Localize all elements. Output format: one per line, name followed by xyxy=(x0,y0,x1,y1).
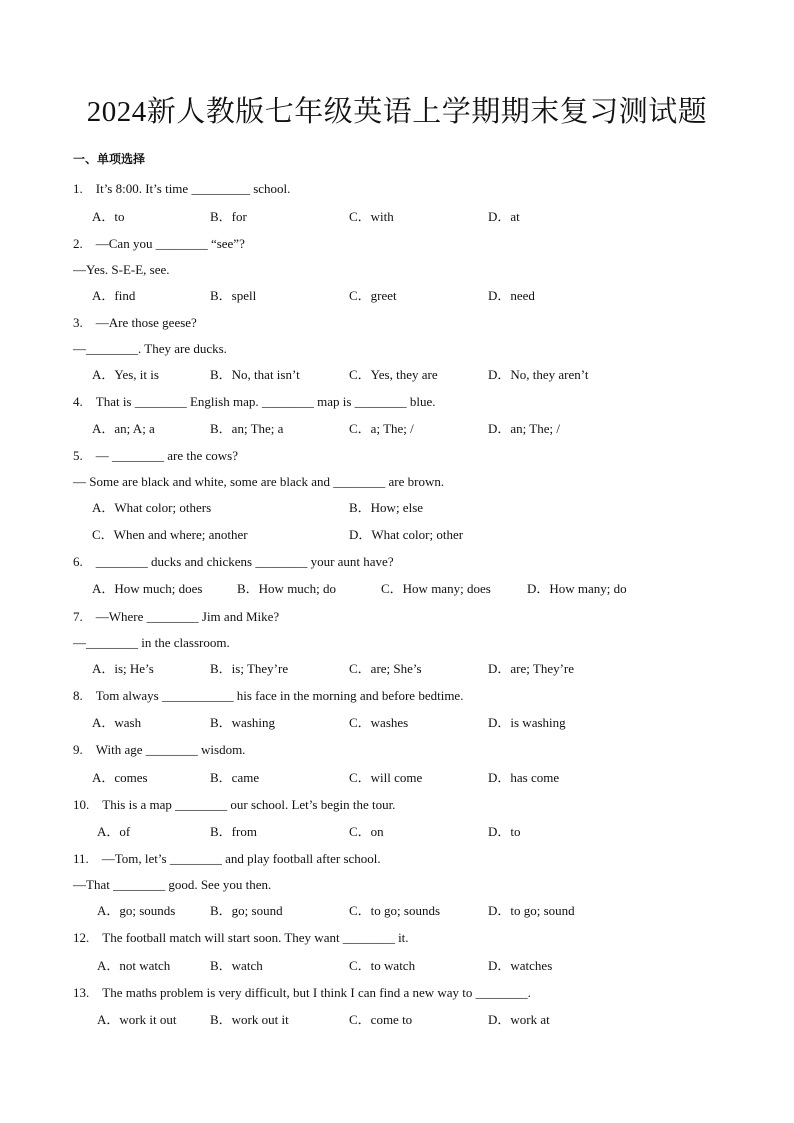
question-11-option-a[interactable]: A．go; sounds xyxy=(97,903,176,918)
question-2-option-c[interactable]: C．greet xyxy=(349,288,397,303)
question-2-option-d[interactable]: D．need xyxy=(488,288,535,303)
question-7-option-d[interactable]: D．are; They’re xyxy=(488,661,575,676)
question-9-option-b[interactable]: B．came xyxy=(210,770,260,785)
question-12-option-c[interactable]: C．to watch xyxy=(349,958,416,973)
question-5-option-b[interactable]: B．How; else xyxy=(349,500,424,515)
question-9-stem: 9. With age ________ wisdom. xyxy=(73,742,246,757)
question-13-option-c[interactable]: C．come to xyxy=(349,1012,413,1027)
question-1-option-d[interactable]: D．at xyxy=(488,209,520,224)
question-5-option-a[interactable]: A．What color; others xyxy=(92,500,212,515)
question-8-option-a[interactable]: A．wash xyxy=(92,715,142,730)
question-2-response: —Yes. S-E-E, see. xyxy=(73,262,170,277)
question-13-option-d[interactable]: D．work at xyxy=(488,1012,550,1027)
question-7-option-b[interactable]: B．is; They’re xyxy=(210,661,289,676)
question-10-stem: 10. This is a map ________ our school. Let’s begin the tour. xyxy=(73,797,396,812)
question-4-option-a[interactable]: A．an; A; a xyxy=(92,421,155,436)
question-11-stem: 11. —Tom, let’s ________ and play football after school. xyxy=(73,851,381,866)
question-3-response: —________. They are ducks. xyxy=(73,341,227,356)
question-4-option-b[interactable]: B．an; The; a xyxy=(210,421,284,436)
question-6-stem: 6. ________ ducks and chickens ________ your aunt have? xyxy=(73,554,394,569)
question-12-option-a[interactable]: A．not watch xyxy=(97,958,171,973)
question-9-option-d[interactable]: D．has come xyxy=(488,770,560,785)
question-8-option-b[interactable]: B．washing xyxy=(210,715,276,730)
question-5-stem: 5. — ________ are the cows? xyxy=(73,448,238,463)
question-3-stem: 3. —Are those geese? xyxy=(73,315,197,330)
question-4-option-c[interactable]: C．a; The; / xyxy=(349,421,414,436)
question-5-option-d[interactable]: D．What color; other xyxy=(349,527,464,542)
question-6-option-a[interactable]: A．How much; does xyxy=(92,581,203,596)
question-3-option-b[interactable]: B．No, that isn’t xyxy=(210,367,300,382)
question-2-option-b[interactable]: B．spell xyxy=(210,288,257,303)
question-13-stem: 13. The maths problem is very difficult, but I think I can find a new way to ________. xyxy=(73,985,531,1000)
question-8-option-c[interactable]: C．washes xyxy=(349,715,409,730)
question-12-stem: 12. The football match will start soon. They want ________ it. xyxy=(73,930,409,945)
question-12-option-b[interactable]: B．watch xyxy=(210,958,263,973)
question-4-stem: 4. That is ________ English map. ________ map is ________ blue. xyxy=(73,394,436,409)
question-1-stem: 1. It’s 8:00. It’s time _________ school. xyxy=(73,181,291,196)
question-7-stem: 7. —Where ________ Jim and Mike? xyxy=(73,609,280,624)
question-10-option-d[interactable]: D．to xyxy=(488,824,521,839)
question-2-stem: 2. —Can you ________ “see”? xyxy=(73,236,245,251)
question-1-option-a[interactable]: A．to xyxy=(92,209,125,224)
question-6-option-d[interactable]: D．How many; do xyxy=(527,581,627,596)
question-3-option-d[interactable]: D．No, they aren’t xyxy=(488,367,589,382)
question-13-option-a[interactable]: A．work it out xyxy=(97,1012,177,1027)
question-10-option-b[interactable]: B．from xyxy=(210,824,257,839)
question-10-option-c[interactable]: C．on xyxy=(349,824,384,839)
question-7-option-a[interactable]: A．is; He’s xyxy=(92,661,154,676)
question-2-option-a[interactable]: A．find xyxy=(92,288,136,303)
section-heading: 一、单项选择 xyxy=(73,152,146,166)
question-3-option-c[interactable]: C．Yes, they are xyxy=(349,367,438,382)
question-4-option-d[interactable]: D．an; The; / xyxy=(488,421,560,436)
question-3-option-a[interactable]: A．Yes, it is xyxy=(92,367,159,382)
question-13-option-b[interactable]: B．work out it xyxy=(210,1012,289,1027)
page-title: 2024新人教版七年级英语上学期期末复习测试题 xyxy=(86,96,708,128)
question-11-option-c[interactable]: C．to go; sounds xyxy=(349,903,441,918)
question-5-response: — Some are black and white, some are black and ________ are brown. xyxy=(73,474,445,489)
question-8-option-d[interactable]: D．is washing xyxy=(488,715,566,730)
question-10-option-a[interactable]: A．of xyxy=(97,824,131,839)
question-5-option-c[interactable]: C．When and where; another xyxy=(92,527,248,542)
question-1-option-c[interactable]: C．with xyxy=(349,209,394,224)
question-9-option-a[interactable]: A．comes xyxy=(92,770,148,785)
question-12-option-d[interactable]: D．watches xyxy=(488,958,553,973)
question-7-response: —________ in the classroom. xyxy=(73,635,230,650)
question-8-stem: 8. Tom always ___________ his face in the morning and before bedtime. xyxy=(73,688,464,703)
question-11-response: —That ________ good. See you then. xyxy=(73,877,272,892)
question-9-option-c[interactable]: C．will come xyxy=(349,770,423,785)
question-1-option-b[interactable]: B．for xyxy=(210,209,247,224)
question-6-option-c[interactable]: C．How many; does xyxy=(381,581,491,596)
question-11-option-d[interactable]: D．to go; sound xyxy=(488,903,575,918)
question-11-option-b[interactable]: B．go; sound xyxy=(210,903,283,918)
question-7-option-c[interactable]: C．are; She’s xyxy=(349,661,422,676)
question-6-option-b[interactable]: B．How much; do xyxy=(237,581,336,596)
